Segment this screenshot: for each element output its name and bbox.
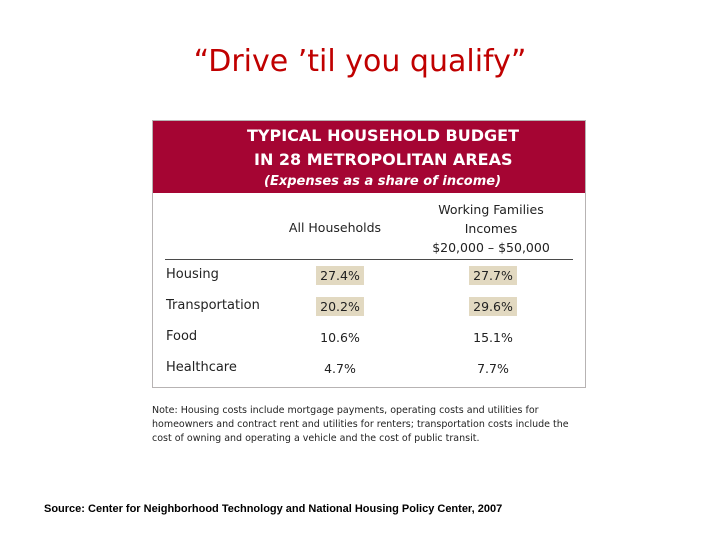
table-title-line-1: TYPICAL HOUSEHOLD BUDGET [247,126,519,145]
column-header-all-line-1: All Households [288,220,382,235]
table-note: Note: Housing costs include mortgage payments, operating costs and utilities for homeowners and contract rent and utilities for renters; transportation costs include the cost of owning and operating a vehicle and the cost of public transit. [152,405,569,444]
cell-healthcare-all: 4.7% [324,361,356,376]
source-citation: Source: Center for Neighborhood Technology and National Housing Policy Center, 2007 [44,503,503,515]
row-label-housing: Housing [166,267,219,282]
table-header-band [153,121,585,193]
column-header-work-line-3: $20,000 – $50,000 [432,240,550,255]
cell-healthcare-working: 7.7% [477,361,509,376]
row-label-healthcare: Healthcare [166,360,237,375]
cell-food-all: 10.6% [320,330,360,345]
column-header-work-line-1: Working Families [438,202,544,217]
cell-transportation-working: 29.6% [469,297,517,316]
budget-table [152,120,586,388]
header-divider [165,259,573,260]
cell-housing-working: 27.7% [469,266,517,285]
cell-housing-all: 27.4% [316,266,364,285]
row-label-food: Food [166,329,198,344]
slide-title: “Drive ’til you qualify” [193,44,527,79]
table-subtitle: (Expenses as a share of income) [264,174,502,189]
table-title-line-2: IN 28 METROPOLITAN AREAS [254,150,513,169]
row-label-transportation: Transportation [166,298,260,313]
column-header-work-line-2: Incomes [464,221,518,236]
column-header-all-households [283,218,387,237]
cell-food-working: 15.1% [473,330,513,345]
cell-transportation-all: 20.2% [316,297,364,316]
column-header-working-families [419,200,563,257]
